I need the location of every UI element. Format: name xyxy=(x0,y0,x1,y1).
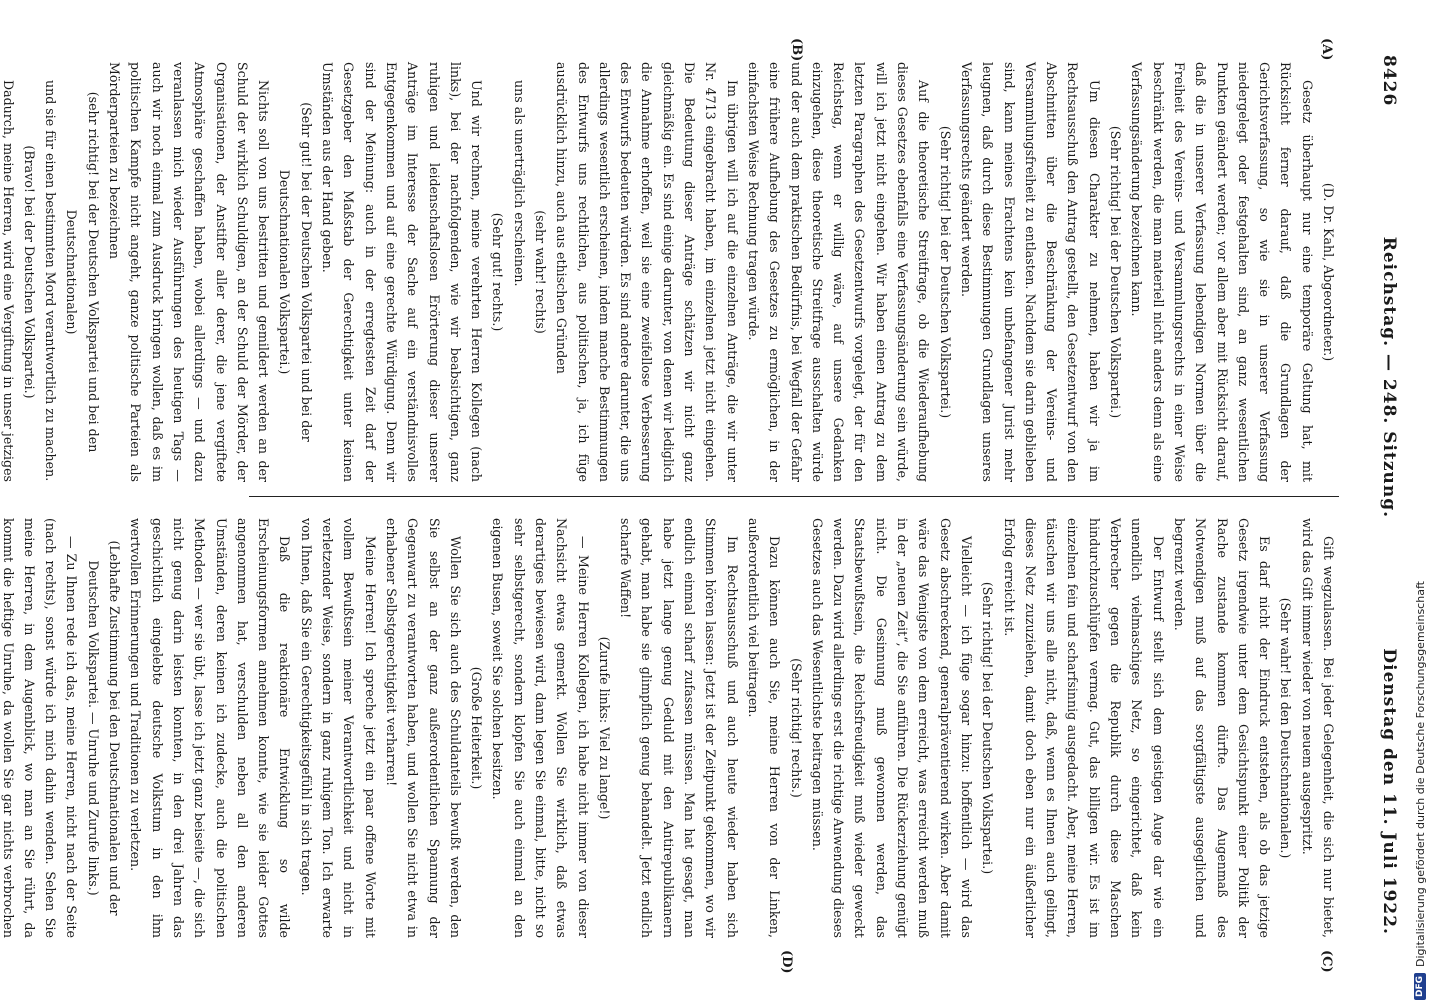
paragraph: und sie für einen bestimmten Mord verantwortlich zu machen. xyxy=(43,80,59,482)
paragraph: Daß die reaktionäre Entwicklung so wilde Erscheinungsformen annehmen konnte, wie sie leider Gottes angenommen hat, verschulden neben all den anderen Umständen, deren keinen ich zudecke, auch die politischen Methoden — wer sie übt, lasse ich jetzt ganz beiseite —, die sich nicht genug darin leisten konnten, in den drei Jahren das geschichtlich eingelebte deutsche Volkstum in den ihm wertvollen Erinnerungen und Traditionen zu verletzen. xyxy=(128,518,293,938)
paragraph: (Sehr gut! bei der Deutschen Volkspartei und bei der Deutschnationalen Volkspartei.) xyxy=(277,102,314,442)
paragraph: (D. Dr. Kahl, Abgeordneter.) xyxy=(1321,182,1336,362)
margin-marker-b: (B) xyxy=(789,38,804,62)
paragraph: Wollen Sie sich auch des Schuldanteils bewußt werden, den Sie selbst an der ganz außerordentlichen Spannung der Gegenwart zu verantworten haben, und wollen Sie nicht etwa in erhabener Selbstgerechtigkeit verharren! xyxy=(383,518,463,938)
paragraph: (Zurufe links: Viel zu lange!) xyxy=(596,636,612,820)
column-divider xyxy=(249,496,1339,497)
paragraph: Auf die theoretische Streitfrage, ob die Wiederaufhebung dieses Gesetzes ebenfalls eine Verfassungsänderung sein würde, will ich jetzt nicht eingehen. Wir haben einen Antrag zu dem letzten Paragraphen des Gesetzentwurfs vorgelegt, der für den Reichstag, wenn er willig wäre, auf unsere Gedanken einzugehen, diese theoretische Streitfrage ausschalten würde und der auch dem praktischen Bedürfnis, bei Wegfall der Gefahr eine frühere Aufhebung des Gesetzes zu ermöglichen, in der einfachsten Weise Rechnung tragen würde. xyxy=(745,62,932,482)
paragraph: Im übrigen will ich auf die einzelnen Anträge, die wir unter Nr. 4713 eingebracht haben, im einzelnen jetzt nicht eingehen. Die Bedeutung dieser Anträge schätzen wir nicht ganz gleichmäßig ein. Es sind einige darunter, von denen wir lediglich die Annahme erhoffen, weil sie eine zweifellose Verbesserung des Entwurfs bedeuten würden. Es sind andere darunter, die uns allerdings wesentlich erscheinen, indem manche Bestimmungen des Entwurfs uns rechtlichen, aus politischen, ja, ich füge ausdrücklich hinzu, auch aus ethischen Gründen xyxy=(554,62,740,482)
paragraph: Dadurch, meine Herren, wird eine Vergiftung in unser jetziges xyxy=(0,80,16,482)
margin-marker-d: (D) xyxy=(779,950,794,974)
paragraph: (Sehr wahr! bei den Deutschnationalen.) xyxy=(1278,597,1294,859)
digitization-credit-text: Digitalisierung gefördert durch die Deutsche Forschungsgemeinschaft xyxy=(1413,581,1427,967)
dfg-logo: DFG xyxy=(1414,973,1426,1000)
paragraph: (Bravo! bei der Deutschen Volkspartei.) xyxy=(21,145,37,399)
right-column xyxy=(0,518,1339,938)
paragraph: (Lebhafte Zustimmung bei den Deutschnationalen und der Deutschen Volkspartei. — Unruhe und Zurufe links.) xyxy=(85,540,123,916)
paragraph: Nichts soll von uns bestritten und gemildert werden an der Schuld der wirklich Schuldigen, an der Schuld der Mörder, der Organisationen, der Anstifter aller derer, die jene vergiftete Atmosphäre geschaffen haben, wobei allerdings — und dazu veranlassen mich wieder Ausführungen des heutigen Tags — auch wir noch einmal zum Ausdruck bringen wollen, daß es im politischen Kampfe nicht angeht, ganze politische Parteien als Mörderparteien zu bezeichnen xyxy=(107,62,272,482)
paragraph: Dazu können auch Sie, meine Herren von der Linken, außerordentlich viel beitragen. xyxy=(745,518,783,938)
paragraph: uns als unerträglich erscheinen. xyxy=(511,80,527,287)
page-title: Reichstag. — 248. Sitzung. xyxy=(1379,236,1399,519)
paragraph: (Sehr gut! rechts.) xyxy=(490,212,506,332)
left-column xyxy=(0,62,1339,482)
paragraph: Im Rechtsausschuß und auch heute wieder haben sich Stimmen hören lassen: Jetzt ist der Zeitpunkt gekommen, wo wir endlich einmal scharf zufassen müssen. Man hat gesagt, man habe jetzt lange genug Geduld mit den Antirepublikanern gehabt, man habe sie glimpflich genug behandelt. Jetzt endlich scharfe Waffen! xyxy=(618,518,740,938)
paragraph: Meine Herren! Ich spreche jetzt ein paar offene Worte mit vollem Bewußtsein meiner Verantwortlichkeit und nicht in verletzender Weise, sondern in ganz ruhigem Ton. Ich erwarte von Ihnen, daß Sie ein Gerechtigkeitsgefühl in sich tragen. xyxy=(298,518,378,938)
paragraph: Es darf nicht der Eindruck entstehen, als ob das jetzige Gesetz irgendwie unter dem Gesichtspunkt einer Politik der Rache zustande kommen dürfte. Das Augenmaß des Notwendigen muß auf das sorgfältigste ausgeglichen und begrenzt werden. xyxy=(1171,518,1273,938)
paragraph: Gift wegzulassen. Bei jeder Gelegenheit, die sich nur bietet, wird das Gift immer wieder von neuem ausgespritzt. xyxy=(1299,518,1336,938)
paragraph: Um diesen Charakter zu nehmen, haben wir ja im Rechtsausschuß den Antrag gestellt, den Gesetzentwurf von den Abschnitten über die Beschränkung der Vereins- und Versammlungsfreiheit zu entlasten. Nachdem sie darin geblieben sind, kann meines Erachtens kein unbefangener Jurist mehr leugnen, daß durch diese Bestimmungen Grundlagen unseres Verfassungsrechts geändert werden. xyxy=(958,62,1102,482)
paragraph: — Meine Herren Kollegen, ich habe nicht immer von dieser Nachsicht etwas gemerkt. Wollen Sie wirklich, daß etwas derartiges bewiesen wird, dann legen Sie einmal, bitte, nicht so sehr selbstgerecht, sondern klopfen Sie auch einmal an den eigenen Busen, soweit Sie solchen besitzen. xyxy=(490,518,591,938)
page-date: Dienstag den 11. Juli 1922. xyxy=(1379,648,1399,935)
margin-marker-a: (A) xyxy=(1319,38,1334,61)
paragraph: (Große Heiterkeit.) xyxy=(469,666,485,790)
paragraph: (Sehr richtig! bei der Deutschen Volkspartei.) xyxy=(937,125,953,419)
paragraph: Und wir rechnen, meine verehrten Herren Kollegen (nach links), bei der nachfolgenden, wie wir beabsichtigen, ganz ruhigen und leidenschaftslosen Erörterung dieser unserer Anträge im Interesse der Sache auf ein verständnisvolles Entgegenkommen und auf eine gerechte Würdigung. Denn wir sind der Meinung: auch in der erregtesten Zeit darf der Gesetzgeber den Maßstab der Gerechtigkeit unter keinen Umständen aus der Hand geben. xyxy=(320,62,485,482)
page-header xyxy=(1359,55,1399,935)
paragraph: Gesetz überhaupt nur eine temporäre Geltung hat, mit Rücksicht ferner darauf, daß die Grundlagen der Gerichtsverfassung, so wie sie in unserer Verfassung niedergelegt oder festgehalten sind, an ganz wesentlichen Punkten geändert werden; vor allem aber mit Rücksicht darauf, daß die in unserer Verfassung lebendigen Normen über die Freiheit des Vereins- und Versammlungsrechts in einer Weise beschränkt werden, die man materiell nicht anders denn als eine Verfassungsänderung bezeichnen kann. xyxy=(1129,62,1315,482)
margin-marker-c: (C) xyxy=(1319,950,1334,973)
paragraph: Der Entwurf stellt sich dem geistigen Auge dar wie ein unendlich vielmaschiges Netz, so eingerichtet, daß kein Verbrecher gegen die Republik durch diese Maschen hindurchzuschlüpfen vermag. Gut, das billigen wir. Es ist im einzelnen fein und scharfsinnig ausgedacht. Aber, meine Herren, täuschen wir uns alle nicht, daß, wenn es Ihnen auch gelingt, dieses Netz zuzuziehen, damit doch eben nur ein äußerlicher Erfolg erreicht ist. xyxy=(1001,518,1166,938)
paragraph: (sehr richtig! bei der Deutschen Volkspartei und bei den Deutschnationalen) xyxy=(64,91,101,453)
page-number: 8426 xyxy=(1379,55,1399,107)
paragraph: — Zu Ihnen rede ich das, meine Herren, nicht nach der Seite (nach rechts), sonst würde ich mich dahin wenden. Sehen Sie meine Herren, in dem Augenblick, wo man an Sie rührt, da kommt die heftige Unruhe, da wollen Sie gar nichts verbrochen xyxy=(0,518,80,938)
paragraph: (Sehr richtig! bei der Deutschen Volkspartei.) xyxy=(1108,125,1124,419)
paragraph: (Sehr richtig! bei der Deutschen Volkspartei.) xyxy=(980,581,996,875)
digitization-credit xyxy=(1411,0,1429,1000)
paragraph: (sehr wahr! rechts) xyxy=(533,210,549,334)
paragraph: (Sehr richtig! rechts.) xyxy=(788,658,804,798)
paragraph: Vielleicht — ich füge sogar hinzu: hoffentlich — wird das Gesetz abschreckend, generalpräventierend wirken. Aber damit wäre das Wenigste von dem erreicht, was erreicht werden muß in der „neuen Zeit“, die Sie anführen. Die Rückerziehung genügt nicht. Die Gesinnung muß gewonnen werden, das Staatsbewußtsein, die Reichsfreudigkeit muß wieder geweckt werden. Dazu wird allerdings erst die richtige Anwendung dieses Gesetzes auch das Wesentlichste beitragen müssen. xyxy=(809,518,974,938)
